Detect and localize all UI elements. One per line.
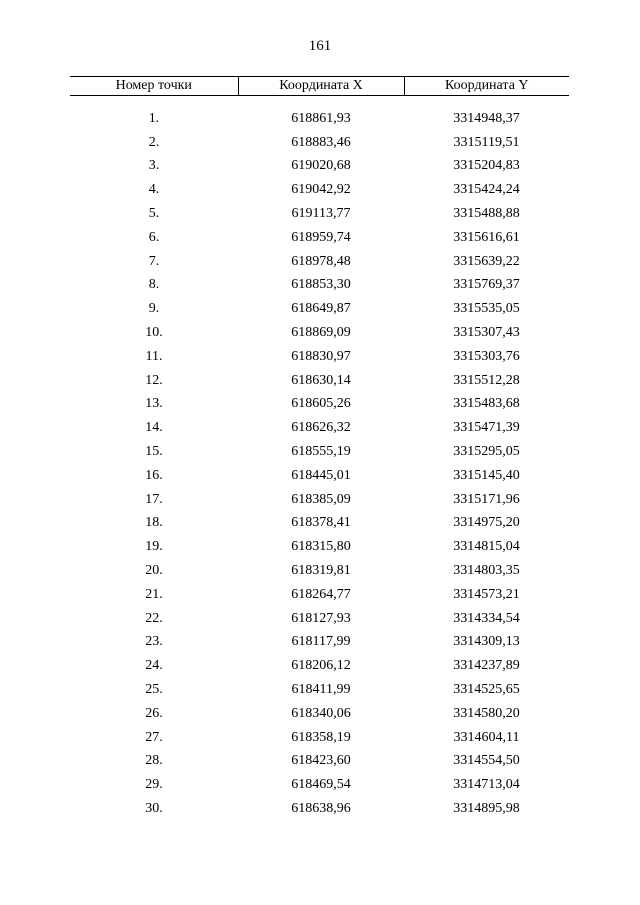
cell-point-number: 10. [145, 325, 163, 341]
cell-coordinate-x: 618978,48 [291, 253, 351, 269]
cell-point-number: 6. [148, 229, 160, 245]
cell-point-number: 12. [145, 372, 163, 388]
cell-point-number: 2. [148, 134, 160, 150]
table-row [70, 416, 569, 440]
table-row [70, 321, 569, 345]
cell-coordinate-y: 3314815,04 [453, 539, 520, 555]
cell-coordinate-y: 3315483,68 [453, 396, 520, 412]
cell-point-number: 8. [148, 277, 160, 293]
cell-coordinate-y: 3314895,98 [453, 801, 520, 816]
table-row [70, 726, 569, 750]
cell-point-number: 22. [145, 610, 163, 626]
cell-point-number: 28. [145, 753, 163, 769]
cell-coordinate-x: 618206,12 [291, 658, 351, 674]
table-row [70, 226, 569, 250]
cell-coordinate-x: 619020,68 [291, 158, 351, 174]
table-row [70, 559, 569, 583]
cell-coordinate-y: 3315616,61 [453, 229, 520, 245]
page-number: 161 [308, 38, 332, 54]
cell-coordinate-x: 618117,99 [291, 634, 351, 650]
cell-coordinate-y: 3315119,51 [453, 134, 520, 150]
table-row [70, 654, 569, 678]
cell-coordinate-y: 3315639,22 [453, 253, 520, 269]
cell-coordinate-y: 3315295,05 [453, 444, 520, 460]
cell-point-number: 27. [145, 729, 163, 745]
cell-point-number: 17. [145, 491, 163, 507]
cell-coordinate-x: 619113,77 [291, 206, 351, 222]
table-row [70, 702, 569, 726]
cell-coordinate-x: 618378,41 [291, 515, 351, 531]
table-row [70, 155, 569, 179]
cell-point-number: 30. [145, 801, 163, 816]
table-row [70, 750, 569, 774]
cell-coordinate-y: 3314975,20 [453, 515, 520, 531]
cell-coordinate-y: 3315145,40 [453, 467, 520, 483]
table-row [70, 607, 569, 631]
cell-coordinate-y: 3314309,13 [453, 634, 520, 650]
cell-coordinate-x: 618315,80 [291, 539, 351, 555]
cell-coordinate-y: 3314580,20 [453, 705, 520, 721]
cell-coordinate-x: 618319,81 [291, 563, 351, 579]
cell-coordinate-y: 3315424,24 [453, 182, 520, 198]
cell-coordinate-x: 618869,09 [291, 325, 351, 341]
cell-coordinate-x: 618959,74 [291, 229, 351, 245]
table-row [70, 512, 569, 536]
cell-point-number: 11. [145, 348, 163, 364]
cell-point-number: 24. [145, 658, 163, 674]
cell-coordinate-y: 3315488,88 [453, 206, 520, 222]
table-row [70, 678, 569, 702]
table-header-row [70, 77, 569, 96]
cell-coordinate-x: 619042,92 [291, 182, 351, 198]
cell-point-number: 19. [145, 539, 163, 555]
cell-coordinate-x: 618358,19 [291, 729, 351, 745]
table-row [70, 440, 569, 464]
cell-coordinate-x: 618411,99 [291, 682, 351, 698]
cell-point-number: 16. [145, 467, 163, 483]
cell-coordinate-x: 618638,96 [291, 801, 351, 816]
cell-coordinate-y: 3315204,83 [453, 158, 520, 174]
table-row [70, 773, 569, 797]
cell-coordinate-y: 3314573,21 [453, 586, 520, 602]
cell-point-number: 5. [148, 206, 160, 222]
table-row [70, 131, 569, 155]
header-coordinate-x: Координата X [238, 77, 404, 96]
cell-coordinate-x: 618861,93 [291, 110, 351, 126]
cell-point-number: 21. [145, 586, 163, 602]
cell-coordinate-x: 618830,97 [291, 348, 351, 364]
cell-coordinate-y: 3314713,04 [453, 777, 520, 793]
cell-coordinate-x: 618649,87 [291, 301, 351, 317]
cell-coordinate-x: 618445,01 [291, 467, 351, 483]
header-point-number: Номер точки [70, 77, 238, 96]
cell-coordinate-y: 3314554,50 [453, 753, 520, 769]
table-row [70, 274, 569, 298]
table-row [70, 369, 569, 393]
table-row [70, 583, 569, 607]
table-row [70, 297, 569, 321]
cell-coordinate-x: 618555,19 [291, 444, 351, 460]
cell-point-number: 13. [145, 396, 163, 412]
cell-point-number: 20. [145, 563, 163, 579]
cell-point-number: 7. [148, 253, 160, 269]
coordinates-table [70, 76, 569, 821]
cell-coordinate-y: 3315512,28 [453, 372, 520, 388]
cell-coordinate-x: 618340,06 [291, 705, 351, 721]
table-row [70, 464, 569, 488]
cell-point-number: 14. [145, 420, 163, 436]
cell-point-number: 25. [145, 682, 163, 698]
cell-coordinate-y: 3314604,11 [453, 729, 520, 745]
table-row [70, 488, 569, 512]
table-row [70, 250, 569, 274]
cell-coordinate-y: 3315769,37 [453, 277, 520, 293]
cell-coordinate-x: 618264,77 [291, 586, 351, 602]
cell-coordinate-x: 618127,93 [291, 610, 351, 626]
cell-coordinate-y: 3315307,43 [453, 325, 520, 341]
cell-point-number: 1. [148, 110, 160, 126]
cell-point-number: 18. [145, 515, 163, 531]
cell-coordinate-x: 618630,14 [291, 372, 351, 388]
cell-coordinate-x: 618469,54 [291, 777, 351, 793]
table-row [70, 535, 569, 559]
cell-point-number: 29. [145, 777, 163, 793]
header-spacer [70, 96, 569, 108]
cell-coordinate-y: 3314334,54 [453, 610, 520, 626]
cell-coordinate-y: 3314237,89 [453, 658, 520, 674]
table-row [70, 107, 569, 131]
cell-point-number: 15. [145, 444, 163, 460]
cell-coordinate-x: 618626,32 [291, 420, 351, 436]
cell-coordinate-y: 3315171,96 [453, 491, 520, 507]
table-row [70, 631, 569, 655]
cell-point-number: 4. [148, 182, 160, 198]
cell-coordinate-y: 3315535,05 [453, 301, 520, 317]
table-row [70, 178, 569, 202]
table-row [70, 202, 569, 226]
cell-coordinate-y: 3314525,65 [453, 682, 520, 698]
cell-coordinate-y: 3315303,76 [453, 348, 520, 364]
cell-coordinate-y: 3314948,37 [453, 110, 520, 126]
header-coordinate-y: Координата Y [404, 77, 569, 96]
cell-coordinate-x: 618385,09 [291, 491, 351, 507]
cell-coordinate-x: 618853,30 [291, 277, 351, 293]
table-row [70, 797, 569, 821]
cell-coordinate-x: 618605,26 [291, 396, 351, 412]
cell-coordinate-y: 3314803,35 [453, 563, 520, 579]
cell-point-number: 23. [145, 634, 163, 650]
cell-point-number: 3. [148, 158, 160, 174]
cell-coordinate-x: 618423,60 [291, 753, 351, 769]
table-row [70, 345, 569, 369]
table-body [70, 96, 569, 821]
cell-point-number: 26. [145, 705, 163, 721]
cell-point-number: 9. [148, 301, 160, 317]
table-row [70, 393, 569, 417]
cell-coordinate-y: 3315471,39 [453, 420, 520, 436]
cell-coordinate-x: 618883,46 [291, 134, 351, 150]
